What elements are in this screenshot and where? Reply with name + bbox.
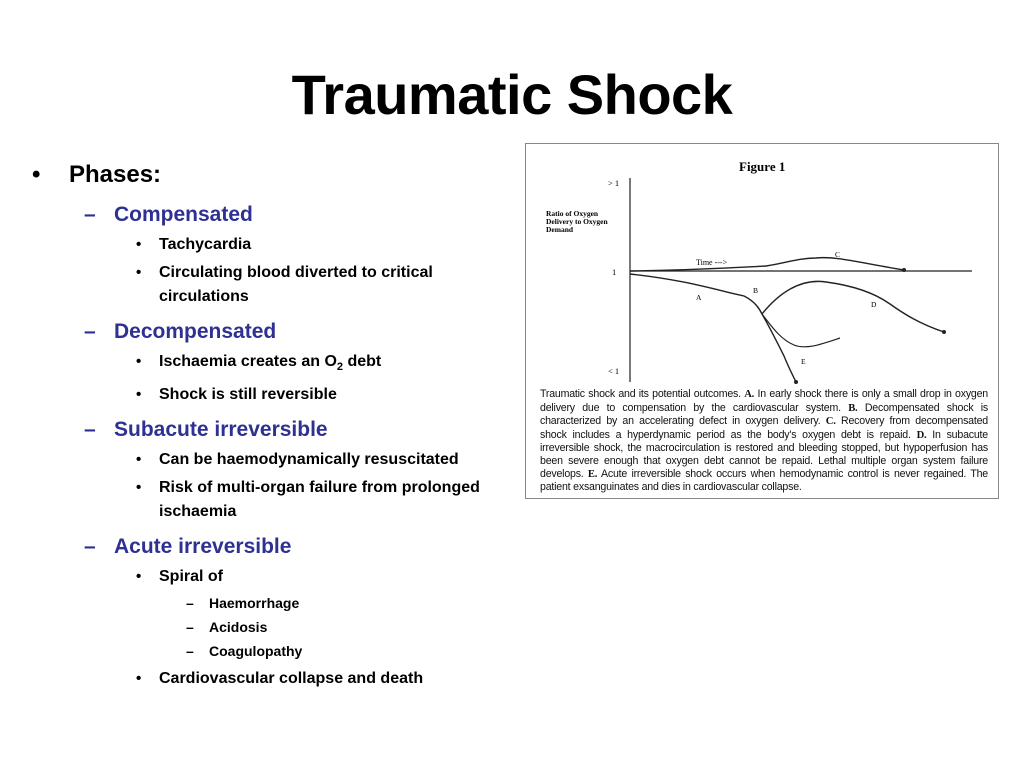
caption-text-d: In subacute irreversible shock, the macrocirculation is restored and bleeding stopped, but hypoperfusion has been severe enough that oxygen debt cannot be repaid. Lethal multiple organ system failure develops. xyxy=(540,428,988,480)
section-compensated xyxy=(32,201,512,229)
figure-title: Figure 1 xyxy=(739,159,786,174)
section-heading: Decompensated xyxy=(114,320,277,343)
sub-list-item xyxy=(32,617,512,637)
figure-panel xyxy=(525,143,999,499)
caption-text-b: Decompensated shock is characterized by an accelerating defect in oxygen delivery. xyxy=(540,401,988,428)
item-text-before: Ischaemia creates an O xyxy=(159,353,337,370)
curve-endpoint xyxy=(794,380,798,384)
curve-endpoint xyxy=(942,330,946,334)
y-label-line-3: Demand xyxy=(546,225,574,234)
section-heading: Acute irreversible xyxy=(114,535,292,559)
item-text: Spiral of xyxy=(159,568,224,586)
item-text: Tachycardia xyxy=(159,236,252,253)
curve-label-e: E xyxy=(801,357,806,366)
item-text: Risk of multi-organ failure from prolonged ischaemia xyxy=(159,479,480,521)
tick-mid-label: 1 xyxy=(612,267,617,277)
section-heading: Compensated xyxy=(114,203,253,226)
curve-label-b: B xyxy=(753,286,759,295)
tick-low-label: < 1 xyxy=(608,366,620,376)
curve-label-c: C xyxy=(835,250,841,259)
sub-list-item xyxy=(32,641,512,661)
item-text-after: debt xyxy=(343,353,382,370)
item-text: Circulating blood diverted to critical circulations xyxy=(159,264,433,305)
caption-tag-a: A. xyxy=(744,389,755,400)
bullet-marker: • xyxy=(136,386,142,404)
list-item xyxy=(32,667,512,691)
list-item xyxy=(32,261,512,309)
list-item xyxy=(32,233,512,257)
list-item xyxy=(32,383,512,407)
section-subacute-irreversible xyxy=(32,416,512,444)
bullet-marker: • xyxy=(136,353,142,370)
item-text: Coagulopathy xyxy=(209,643,303,660)
bullet-marker: • xyxy=(136,670,142,688)
tick-high-label: > 1 xyxy=(608,178,620,188)
caption-tag-e: E. xyxy=(587,468,598,480)
bullet-marker: • xyxy=(136,236,142,253)
item-text: Shock is still reversible xyxy=(159,386,337,404)
dash-marker: – xyxy=(84,320,96,343)
section-decompensated xyxy=(32,318,512,346)
section-acute-irreversible xyxy=(32,533,512,561)
curve-b-decompensated-branch xyxy=(762,314,840,347)
caption-text-c: Recovery from decompensated shock includes a hyperdynamic period as the body's oxygen debt is repaid. xyxy=(540,415,988,441)
curve-endpoint xyxy=(902,268,906,272)
shock-curve-diagram xyxy=(526,144,1000,388)
curve-e-acute xyxy=(762,314,796,382)
y-label-line-1: Ratio of Oxygen xyxy=(546,209,599,218)
item-text: Can be haemodynamically resuscitated xyxy=(159,451,459,469)
bullet-marker: • xyxy=(136,568,142,586)
dash-marker: – xyxy=(186,595,194,612)
caption-text-e: Acute irreversible shock occurs when hemodynamic control is never regained. The patient exsanguinates and dies in cardiovascular collapse. xyxy=(540,467,988,494)
sub-list-item xyxy=(32,593,512,613)
y-label-line-2: Delivery to Oxygen xyxy=(546,217,608,226)
list-item xyxy=(32,448,512,472)
bullet-list xyxy=(32,158,512,691)
item-text: Cardiovascular collapse and death xyxy=(159,670,424,688)
dash-marker: – xyxy=(186,643,194,660)
curve-label-a: A xyxy=(696,293,702,302)
list-item xyxy=(32,476,512,524)
phases-label: Phases: xyxy=(69,161,162,188)
dash-marker: – xyxy=(84,418,96,442)
caption-intro: Traumatic shock and its potential outcomes. xyxy=(540,388,745,400)
caption-tag-c: C. xyxy=(825,416,836,428)
dash-marker: – xyxy=(84,203,96,226)
caption-tag-d: D. xyxy=(916,429,927,441)
caption-text-a: In early shock there is only a small drop in oxygen delivery due to compensation by the cardiovascular system. xyxy=(540,388,988,414)
bullet-marker: • xyxy=(136,264,142,281)
time-axis-label: Time ---> xyxy=(696,258,728,267)
figure-caption xyxy=(540,388,988,494)
curve-label-d: D xyxy=(871,300,877,309)
dash-marker: – xyxy=(84,535,96,559)
bullet-marker: • xyxy=(136,451,142,469)
bullet-marker: • xyxy=(136,479,142,497)
list-item xyxy=(32,565,512,589)
slide-title: Traumatic Shock xyxy=(291,63,733,126)
caption-tag-b: B. xyxy=(848,402,858,414)
curve-d-subacute xyxy=(762,281,944,332)
item-subscript: 2 xyxy=(336,361,344,374)
item-text: Acidosis xyxy=(209,619,268,636)
section-heading: Subacute irreversible xyxy=(114,418,328,442)
curve-c-recovery xyxy=(630,258,904,271)
item-text: Haemorrhage xyxy=(209,595,300,612)
list-item xyxy=(32,350,512,379)
phases-item xyxy=(32,158,512,192)
dash-marker: – xyxy=(186,619,194,636)
bullet-marker: • xyxy=(32,161,41,188)
